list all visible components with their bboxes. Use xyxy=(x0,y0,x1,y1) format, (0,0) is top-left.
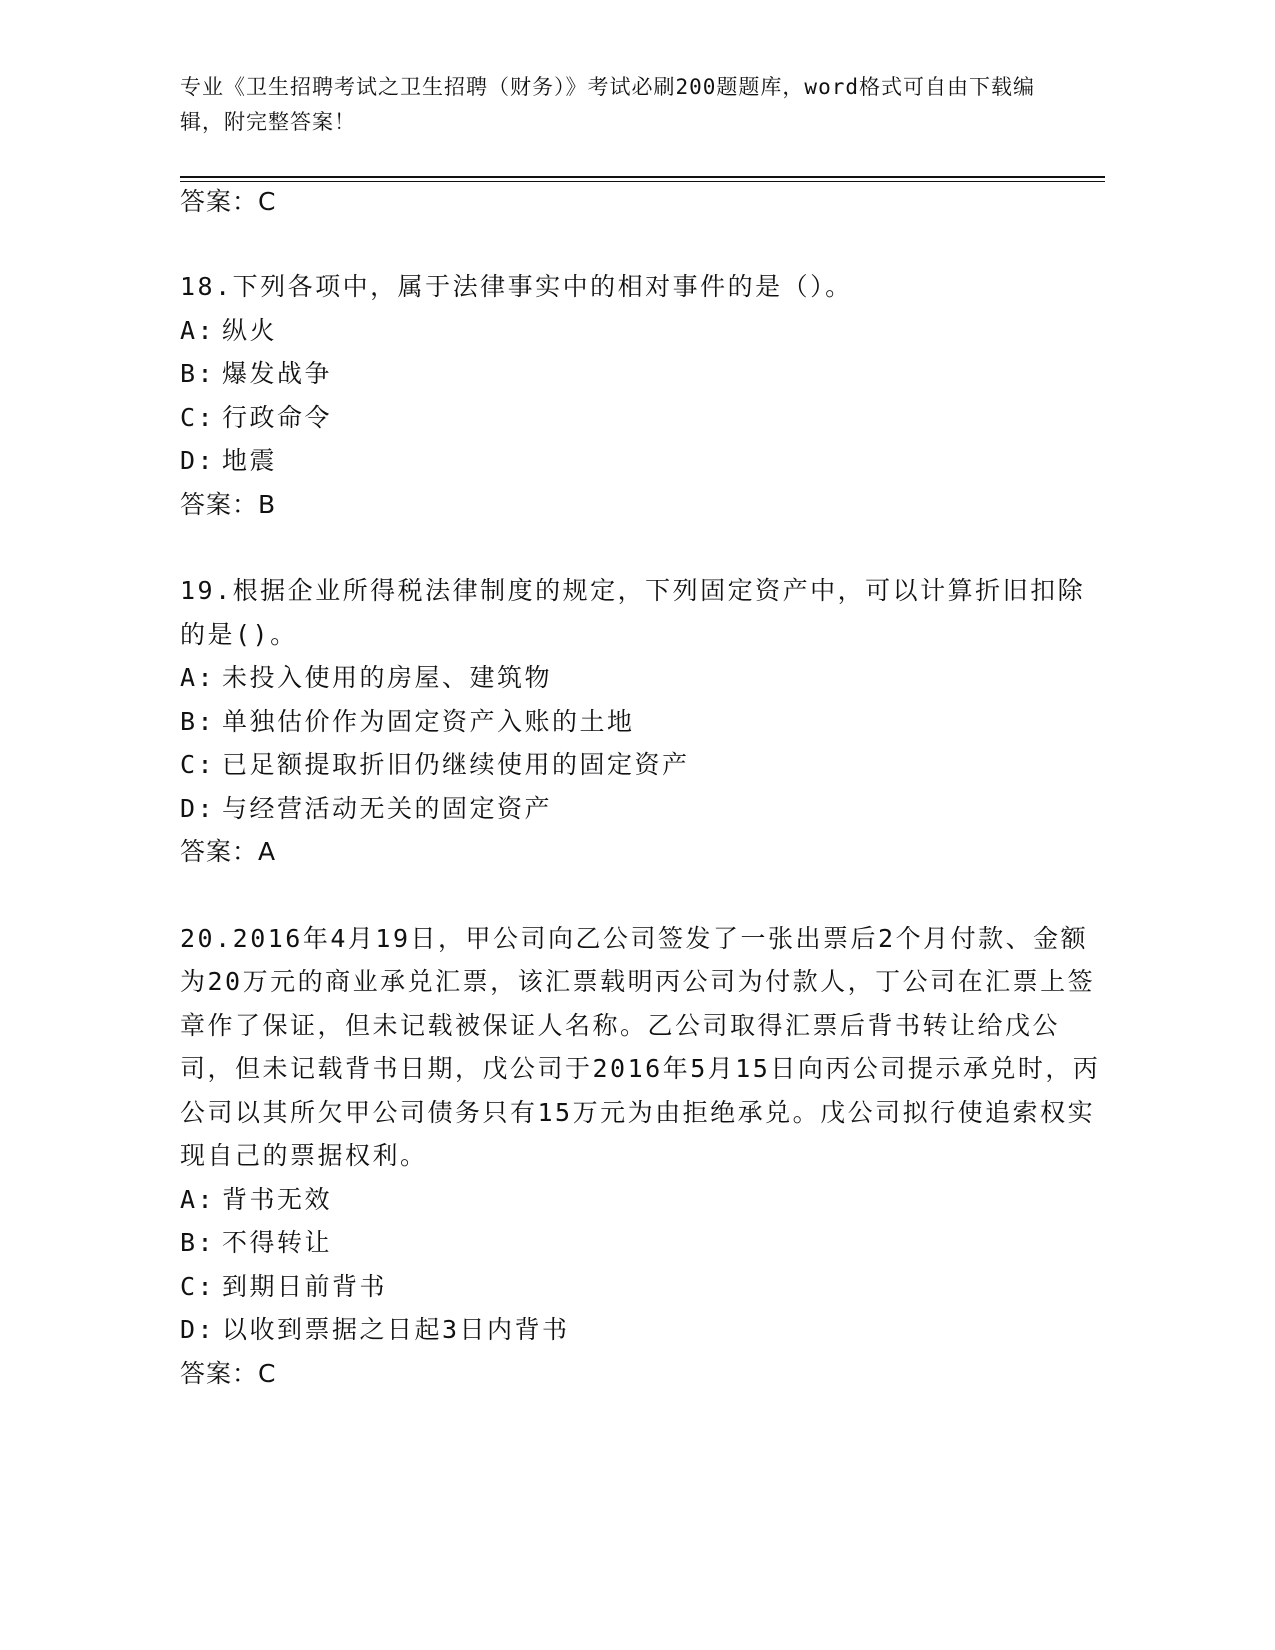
question-19 xyxy=(180,569,1105,874)
answer-line: 答案：B xyxy=(180,489,277,519)
option-text: 爆发战争 xyxy=(222,359,333,388)
option-text: 纵火 xyxy=(222,315,278,345)
option-text: 未投入使用的房屋、建筑物 xyxy=(222,663,553,692)
option-d xyxy=(180,787,1105,831)
option-letter: B: xyxy=(180,1228,216,1257)
option-letter: A: xyxy=(180,663,216,692)
option-text: 单独估价作为固定资产入账的土地 xyxy=(222,706,635,736)
question-list xyxy=(180,182,1105,1395)
option-text: 行政命令 xyxy=(222,402,333,432)
question-18 xyxy=(180,265,1105,526)
option-letter: B: xyxy=(180,359,216,388)
question-text: 18.下列各项中，属于法律事实中的相对事件的是（）。 xyxy=(180,272,853,301)
option-letter: D: xyxy=(180,1315,216,1344)
option-letter: B: xyxy=(180,706,216,736)
header-divider-thick xyxy=(180,176,1105,178)
option-c xyxy=(180,743,1105,787)
question-text: 20.2016年4月19日，甲公司向乙公司签发了一张出票后2个月付款、金额为20万元的商业承兑汇票，该汇票载明丙公司为付款人，丁公司在汇票上签章作了保证，但未记载被保证人名称。乙公司取得汇票后背书转让给戊公司，但未记载背书日期，戊公司于2016年5月15日向丙公司提示承兑时，丙公司以其所欠甲公司债务只有15万元为由拒绝承兑。戊公司拟行使追索权实现自己的票据权利。 xyxy=(180,923,1101,1170)
option-letter: D: xyxy=(180,446,216,475)
option-a xyxy=(180,1178,1105,1222)
option-text: 以收到票据之日起3日内背书 xyxy=(222,1315,570,1344)
option-letter: A: xyxy=(180,315,216,345)
previous-answer: 答案：C xyxy=(180,187,277,216)
option-c xyxy=(180,1265,1105,1309)
option-letter: C: xyxy=(180,750,216,779)
option-text: 已足额提取折旧仍继续使用的固定资产 xyxy=(222,750,690,779)
option-text: 不得转让 xyxy=(222,1228,333,1257)
option-letter: A: xyxy=(180,1184,216,1214)
option-text: 到期日前背书 xyxy=(222,1271,388,1301)
option-letter: C: xyxy=(180,1271,216,1301)
answer-line: 答案：C xyxy=(180,1358,277,1388)
question-text: 19.根据企业所得税法律制度的规定，下列固定资产中，可以计算折旧扣除的是()。 xyxy=(180,576,1086,649)
option-b xyxy=(180,1221,1105,1265)
option-b xyxy=(180,352,1105,396)
option-letter: C: xyxy=(180,402,216,432)
option-letter: D: xyxy=(180,793,216,823)
option-d xyxy=(180,439,1105,483)
option-b xyxy=(180,700,1105,744)
option-a xyxy=(180,309,1105,353)
answer-line: 答案：A xyxy=(180,837,277,866)
option-text: 背书无效 xyxy=(222,1184,333,1214)
question-20 xyxy=(180,917,1105,1396)
option-a xyxy=(180,656,1105,700)
option-d xyxy=(180,1308,1105,1352)
option-text: 地震 xyxy=(222,446,278,475)
option-c xyxy=(180,396,1105,440)
option-text: 与经营活动无关的固定资产 xyxy=(222,793,553,823)
page-header-description: 专业《卫生招聘考试之卫生招聘（财务）》考试必刷200题题库，word格式可自由下载编辑，附完整答案！ xyxy=(180,75,1035,134)
